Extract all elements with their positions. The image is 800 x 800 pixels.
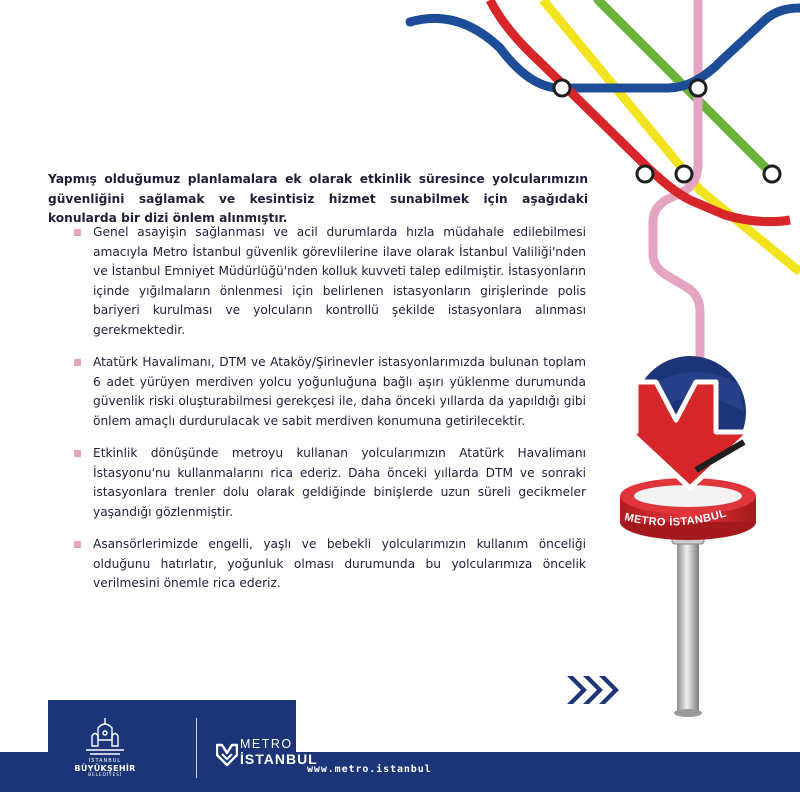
list-item-text: Etkinlik dönüşünde metroyu kullanan yolcularımızın Atatürk Havalimanı İstasyonu'nu kullanmalarını rica ederiz. Daha önceki yıllarda DTM ve sonraki istasyonlara trenler dolu olarak geldiğinde binişlerde uzun süreli gecikmeler yaşandığı gözlenmiştir. (93, 446, 586, 519)
metro-line2: İSTANBUL (240, 751, 318, 767)
footer (0, 700, 800, 800)
metro-line1: METRO (240, 737, 293, 751)
ibb-line1: İSTANBUL (88, 758, 122, 764)
logo-divider (196, 718, 197, 778)
intro-paragraph: Yapmış olduğumuz planlamalara ek olarak etkinlik süresince yolcularımızın güvenliğini sağlamak ve kesintisiz hizmet sunabilmek için aşağıdaki konularda bir dizi önlem alınmıştır. (48, 172, 588, 226)
website-link[interactable]: www.metro.istanbul (307, 764, 432, 775)
sign-label: METRO İSTANBUL (623, 507, 729, 529)
ibb-wordmark (62, 758, 148, 778)
logo-panel (48, 700, 318, 792)
metro-wordmark (240, 738, 318, 767)
svg-text:METRO İSTANBUL (623, 507, 728, 528)
ibb-line3: BELEDİYESİ (88, 773, 122, 778)
metro-logo-icon (216, 742, 238, 768)
ibb-line2: BÜYÜKŞEHİR (74, 764, 136, 773)
list-item-text: Atatürk Havalimanı, DTM ve Ataköy/Şirinevler istasyonlarımızda bulunan toplam 6 adet yürüyen merdiven yolcu yoğunluğuna bağlı aşırı yüklenme durumunda güvenlik riski oluşturabilmesi gerekçesi ile, daha önceki yıllarda da yapıldığı gibi önlem amaçlı durdurulacak ve sabit merdiven konumuna getirilecektir. (93, 355, 586, 428)
ibb-emblem-icon (70, 714, 140, 758)
list-item-text: Asansörlerimizde engelli, yaşlı ve bebekli yolcularımızın kullanım önceliği olduğunu hatırlatır, yoğunluk olması durumunda bu yolcularımıza öncelik verilmesini önemle rica ederiz. (93, 537, 586, 590)
list-item-text: Genel asayişin sağlanması ve acil durumlarda hızla müdahale edilebilmesi amacıyla Metro İstanbul güvenlik görevlilerine ilave olarak İstanbul Valiliği'nden ve İstanbul Emniyet Müdürlüğü'nden kolluk kuvveti talep edilmiştir. İstasyonların içinde yığılmaların önlenmesi için belirlenen istasyonların girişlerinde polis bariyeri kurulması ve yolcuların kontrollü şekilde istasyonlara alınması gerekmektedir. (93, 225, 586, 337)
